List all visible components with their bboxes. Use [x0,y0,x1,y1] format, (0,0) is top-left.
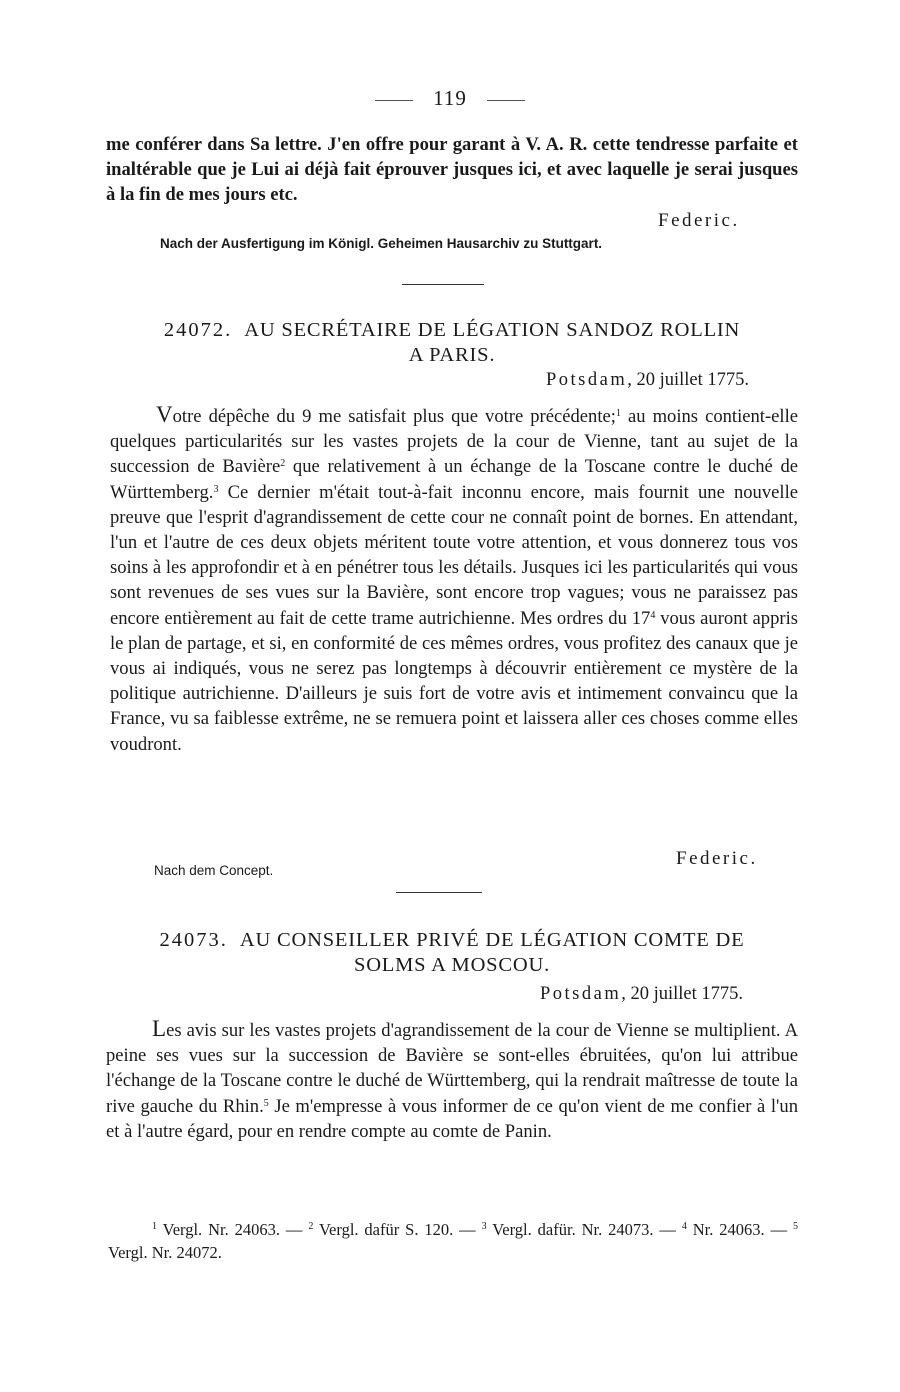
letter-number: 24072. [163,319,233,341]
body-segment: otre dépêche du 9 me satisfait plus que votre précédente; [172,406,616,427]
body-segment: que relativement à un échange de la Toscane contre le duché de Württemberg. [110,456,798,503]
letter-heading [106,928,798,978]
letter-title-line-2: A PARIS. [408,344,496,366]
letter-dateline [540,984,743,1005]
letter-number: 24073. [159,929,228,951]
page-header [0,86,900,111]
letter-body-paragraph [106,1016,798,1144]
footnote-ref: 1 [615,408,621,419]
letter-body-block [110,402,798,757]
body-segment: es avis sur les vastes projets d'agrandissement de la cour de Vienne se multiplient. A peine ses vues sur la succession de Bavière se sont-elles ébruitées, qu'on lui attribue l'échange de la Toscane contre le duché de Württemberg, qui la rendrait maîtresse de toute la rive gauche du Rhin. [106,1020,798,1117]
footnote-text: Nr. 24063. — [686,1220,794,1239]
letter-body-paragraph [110,402,798,757]
letter-signature: Federic. [676,848,758,869]
letter-date: , 20 juillet 1775. [627,370,750,390]
letter-title-line-1: AU SECRÉTAIRE DE LÉGATION SANDOZ ROLLIN [244,319,741,341]
letter-heading [106,318,798,368]
footnote-mark: 3 [481,1221,487,1232]
footnote-text: Vergl. dafür S. 120. — [313,1220,482,1239]
letter-source-note: Nach dem Concept. [154,863,274,878]
footnote-mark: 4 [681,1221,687,1232]
letter-title-line-2: SOLMS A MOSCOU. [354,954,550,976]
body-segment: Ce dernier m'était tout-à-fait inconnu encore, mais fournit une nouvelle preuve que l'esprit d'agrandissement de cette cour ne connaît point de bornes. En attendant, l'un et l'autre de ces deux objets méritent toute votre attention, et vous donnerez tous vos soins à les approfondir et à en pénétrer tous les détails. Jusques ici les particularités qui vous sont revenues de ses vues sur la Bavière, sont encore trop vagues; vous ne paraissez pas encore entièrement au fait de cette trame autrichienne. Mes ordres du 17 [110,481,798,629]
page-number: 119 [433,86,467,110]
body-segment: Je m'empresse à vous informer de ce qu'on vient de me confier à l'un et à l'autre égard, pour en rendre compte au comte de Panin. [106,1095,799,1142]
header-dash-right [487,100,525,101]
letter-heading-line-1 [106,928,798,953]
continuation-paragraph: me conférer dans Sa lettre. J'en offre pour garant à V. A. R. cette tendresse parfaite et inaltérable que je Lui ai déjà fait éprouver jusques ici, et avec laquelle je serai jusques à la fin de mes jours etc. [106,134,798,206]
letter-place: Potsdam [546,370,628,390]
header-dash-left [375,100,413,101]
footnote-mark: 1 [152,1221,157,1232]
footnote-text: Vergl. dafür. Nr. 24073. — [486,1220,682,1239]
footnote-mark: 2 [308,1221,314,1232]
section-divider [396,892,482,893]
section-divider [402,284,484,285]
body-segment: vous auront appris le plan de partage, et si, en conformité de ces mêmes ordres, vous profitez des canaux que je vous ai indiqués, vous ne serez pas longtemps à découvrir entièrement ce mystère de la politique autrichienne. D'ailleurs je suis fort de votre avis et intimement convaincu que la France, vu sa faiblesse extrême, ne se remuera point et laissera aller ces choses comme elles voudront. [110,607,798,755]
letter-heading-line-1 [106,318,798,343]
footnote-ref: 3 [213,483,219,495]
letter-initial: L [152,1016,167,1041]
footnote-ref: 5 [263,1097,269,1109]
letter-date: , 20 juillet 1775. [621,984,744,1004]
footnote-mark: 5 [793,1221,799,1232]
footnote-ref: 4 [650,609,656,621]
letter-dateline [546,370,749,391]
footnote-ref: 2 [280,458,286,470]
body-segment: au moins contient-elle quelques particularités sur les vastes projets de la cour de Vienne, tant au sujet de la succession de Bavière [110,406,798,478]
letter-title-line-1: AU CONSEILLER PRIVÉ DE LÉGATION COMTE DE [239,929,745,951]
continuation-source-note: Nach der Ausfertigung im Königl. Geheimen Hausarchiv zu Stuttgart. [160,236,603,251]
continuation-text-block [106,132,798,208]
continuation-signature: Federic. [658,210,740,231]
letter-body-block [106,1016,798,1144]
footnotes [108,1218,798,1264]
footnote-text: Vergl. Nr. 24072. [108,1243,222,1262]
footnote-text: Vergl. Nr. 24063. — [157,1220,309,1239]
letter-initial: V [156,402,173,427]
letter-place: Potsdam [540,984,622,1004]
